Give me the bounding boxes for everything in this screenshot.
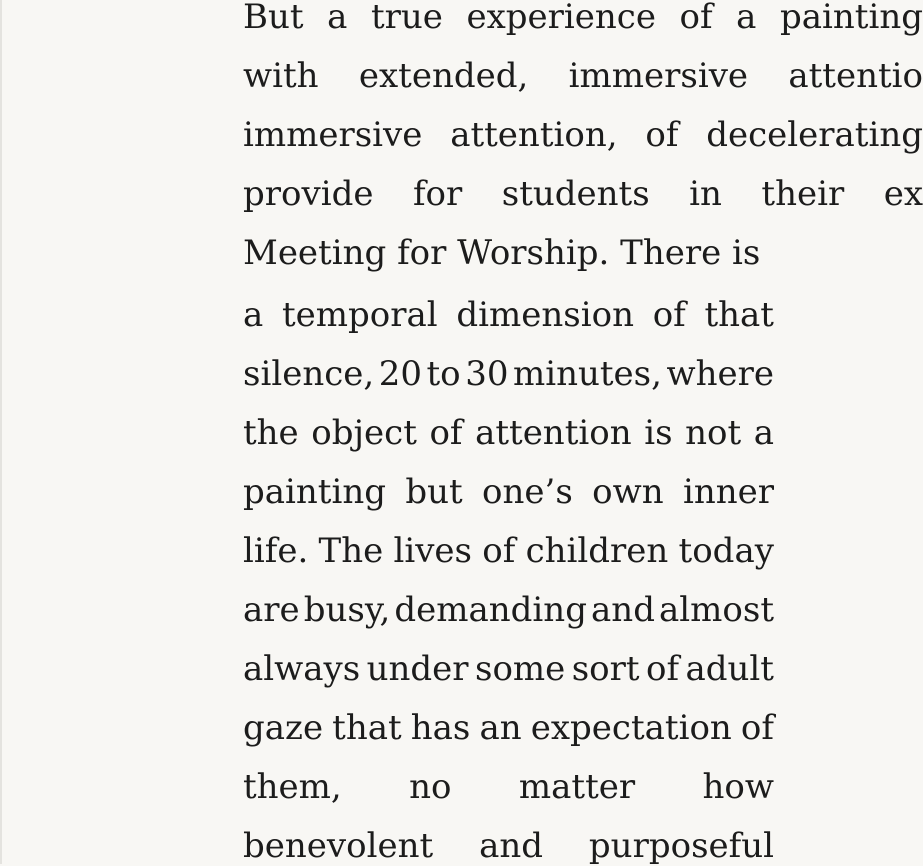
word: not bbox=[685, 413, 742, 453]
word: children bbox=[525, 531, 669, 571]
word: purposeful bbox=[588, 826, 774, 866]
word: benevolent bbox=[243, 826, 434, 866]
word: The bbox=[318, 531, 384, 571]
text-line bbox=[243, 56, 923, 96]
word: matter bbox=[518, 767, 636, 807]
text-line bbox=[243, 649, 774, 689]
word: with bbox=[243, 56, 319, 96]
word: for bbox=[412, 174, 463, 214]
word: minutes, bbox=[512, 354, 662, 394]
word: sort bbox=[571, 649, 640, 689]
word: a bbox=[243, 295, 264, 335]
word: no bbox=[409, 767, 452, 807]
word: and bbox=[591, 590, 655, 630]
text-line: Meeting for Worship. There is bbox=[243, 233, 761, 273]
word: are bbox=[243, 590, 300, 630]
word: in bbox=[689, 174, 722, 214]
word: has bbox=[410, 708, 471, 748]
word: how bbox=[702, 767, 774, 807]
word: that bbox=[704, 295, 774, 335]
word: demanding bbox=[394, 590, 587, 630]
text-line bbox=[243, 115, 923, 155]
word: of bbox=[645, 115, 679, 155]
word: students bbox=[501, 174, 650, 214]
word: But bbox=[243, 0, 304, 37]
word: dimension bbox=[456, 295, 634, 335]
word: of bbox=[652, 295, 686, 335]
text-line bbox=[243, 531, 774, 571]
word: an bbox=[479, 708, 522, 748]
word: true bbox=[370, 0, 443, 37]
word: one’s bbox=[482, 472, 573, 512]
word: some bbox=[475, 649, 566, 689]
text-line bbox=[243, 354, 774, 394]
word: temporal bbox=[282, 295, 438, 335]
word: immersive bbox=[243, 115, 423, 155]
text-line bbox=[243, 295, 774, 335]
text-line bbox=[243, 590, 774, 630]
word: and bbox=[479, 826, 543, 866]
word: attentio bbox=[788, 56, 923, 96]
word: the bbox=[243, 413, 299, 453]
word: painting bbox=[779, 0, 923, 37]
word: to bbox=[426, 354, 461, 394]
word: a bbox=[753, 413, 774, 453]
word: them, bbox=[243, 767, 342, 807]
word: of bbox=[482, 531, 516, 571]
text-line bbox=[243, 826, 774, 866]
word: inner bbox=[682, 472, 774, 512]
word: under bbox=[366, 649, 469, 689]
word: 20 bbox=[378, 354, 422, 394]
word: immersive bbox=[568, 56, 749, 96]
word: almost bbox=[659, 590, 774, 630]
word: experience bbox=[466, 0, 656, 37]
word: a bbox=[327, 0, 348, 37]
word: their bbox=[761, 174, 845, 214]
text-line bbox=[243, 472, 774, 512]
word: busy, bbox=[303, 590, 391, 630]
word: of bbox=[646, 649, 680, 689]
word: of bbox=[740, 708, 774, 748]
word: 30 bbox=[465, 354, 509, 394]
text-line bbox=[243, 767, 774, 807]
word: adult bbox=[685, 649, 774, 689]
text-line bbox=[243, 708, 774, 748]
word: of bbox=[429, 413, 463, 453]
word: object bbox=[311, 413, 417, 453]
word: painting bbox=[243, 472, 387, 512]
word: today bbox=[678, 531, 774, 571]
text-line bbox=[243, 413, 774, 453]
word: ex bbox=[883, 174, 923, 214]
word: a bbox=[736, 0, 757, 37]
word: gaze bbox=[243, 708, 324, 748]
word: life. bbox=[243, 531, 309, 571]
word: expectation bbox=[530, 708, 732, 748]
word: that bbox=[332, 708, 402, 748]
word: own bbox=[592, 472, 664, 512]
word: lives bbox=[393, 531, 472, 571]
word: attention bbox=[475, 413, 632, 453]
word: of bbox=[679, 0, 713, 37]
word: silence, bbox=[243, 354, 375, 394]
word: attention, bbox=[450, 115, 618, 155]
word: always bbox=[243, 649, 361, 689]
word: extended, bbox=[358, 56, 529, 96]
word: but bbox=[405, 472, 463, 512]
word: is bbox=[644, 413, 673, 453]
word: decelerating bbox=[706, 115, 923, 155]
word: where bbox=[666, 354, 774, 394]
text-line bbox=[243, 174, 923, 214]
word: provide bbox=[243, 174, 374, 214]
text-line bbox=[243, 0, 923, 37]
